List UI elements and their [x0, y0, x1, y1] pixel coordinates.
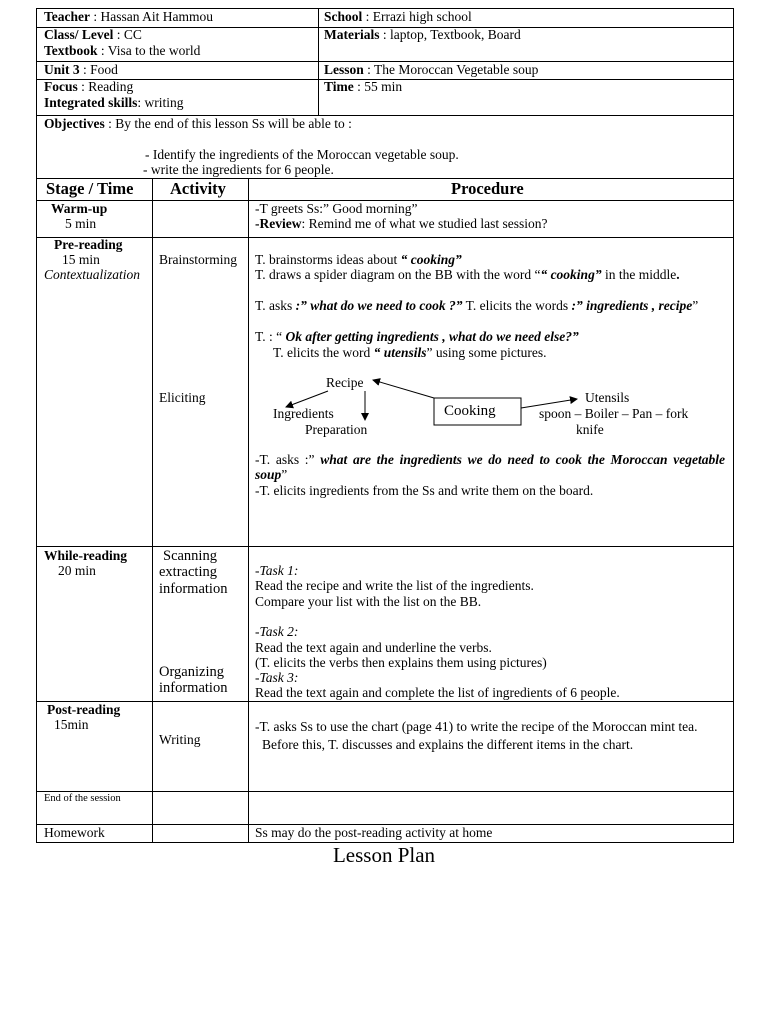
homework-text: Ss may do the post-reading activity at home [255, 825, 493, 840]
column-divider [318, 8, 319, 116]
diagram-utensils-list: spoon – Boiler – Pan – fork [539, 406, 689, 421]
diagram-utensils: Utensils [585, 390, 630, 405]
postreading-line: Before this, T. discusses and explains the different items in the chart. [262, 737, 634, 752]
prereading-line: T. brainstorms ideas about “ cooking” [255, 252, 462, 267]
objectives-intro: Objectives : By the end of this lesson Ss will be able to : [44, 116, 352, 131]
stage-whilereading: While-reading [44, 548, 128, 563]
column-header-stage: Stage / Time [46, 179, 134, 198]
activity-scanning: extracting [159, 564, 217, 580]
column-header-activity: Activity [170, 179, 226, 198]
end-of-session-label: End of the session [44, 793, 121, 804]
arrow-to-ingredients [286, 391, 328, 407]
integrated-skills-field: Integrated skills: writing [44, 95, 184, 110]
row-divider [36, 701, 734, 702]
diagram-utensils-list: knife [576, 422, 604, 437]
homework-label: Homework [44, 825, 105, 840]
stage-prereading-sub: Contextualization [44, 267, 140, 282]
activity-scanning: Scanning [163, 548, 217, 564]
stage-postreading: Post-reading [47, 702, 121, 717]
objective-item: - Identify the ingredients of the Moroccan vegetable soup. [145, 147, 459, 162]
task-label: -Task 1: [255, 563, 299, 578]
task-line: (T. elicits the verbs then explains them using pictures) [255, 655, 547, 670]
row-divider [36, 546, 734, 547]
row-divider [36, 791, 734, 792]
task-label: -Task 3: [255, 670, 299, 685]
column-divider [248, 178, 249, 843]
activity-brainstorming: Brainstorming [159, 252, 237, 267]
row-divider [36, 178, 734, 179]
row-divider [36, 237, 734, 238]
focus-field: Focus : Reading [44, 79, 134, 94]
stage-warmup-time: 5 min [65, 216, 97, 231]
task-line: Read the text again and complete the list of ingredients of 6 people. [255, 685, 620, 700]
prereading-line: T. asks :” what do we need to cook ?” T. elicits the words :” ingredients , recipe” [255, 298, 699, 313]
diagram-ingredients: Ingredients [273, 406, 334, 421]
stage-whilereading-time: 20 min [58, 563, 96, 578]
diagram-preparation: Preparation [305, 422, 368, 437]
objective-item: - write the ingredients for 6 people. [143, 162, 334, 177]
textbook-field: Textbook : Visa to the world [44, 43, 201, 58]
prereading-line: T. elicits the word “ utensils” using some pictures. [273, 345, 547, 360]
time-field: Time : 55 min [324, 79, 403, 94]
warmup-review-line: -Review: Remind me of what we studied last session? [255, 216, 548, 231]
prereading-line: T. draws a spider diagram on the BB with the word ““ cooking” in the middle. [255, 267, 680, 282]
activity-writing: Writing [159, 732, 201, 747]
prereading-line: -T. asks :” what are the ingredients we do need to cook the Moroccan vegetable soup” [255, 452, 725, 482]
stage-prereading-time: 15 min [62, 252, 100, 267]
activity-eliciting: Eliciting [159, 390, 206, 405]
stage-warmup: Warm-up [51, 201, 108, 216]
stage-postreading-time: 15min [54, 717, 89, 732]
activity-scanning: information [159, 581, 228, 597]
diagram-cooking: Cooking [444, 403, 496, 419]
task-line: Compare your list with the list on the BB. [255, 594, 482, 609]
task-label: -Task 2: [255, 624, 299, 639]
activity-organizing: Organizing [159, 664, 224, 680]
materials-field: Materials : laptop, Textbook, Board [324, 27, 521, 42]
unit-field: Unit 3 : Food [44, 62, 118, 77]
task-line: Read the recipe and write the list of the ingredients. [255, 578, 534, 593]
prereading-line: -T. elicits ingredients from the Ss and write them on the board. [255, 483, 594, 498]
school-field: School : Errazi high school [324, 9, 472, 24]
postreading-line: -T. asks Ss to use the chart (page 41) to write the recipe of the Moroccan mint tea. [255, 719, 698, 734]
lesson-field: Lesson : The Moroccan Vegetable soup [324, 62, 539, 77]
task-line: Read the text again and underline the verbs. [255, 640, 492, 655]
teacher-field: Teacher : Hassan Ait Hammou [44, 9, 214, 24]
class-level-field: Class/ Level : CC [44, 27, 142, 42]
stage-prereading: Pre-reading [54, 237, 123, 252]
diagram-recipe: Recipe [326, 375, 364, 390]
page-title: Lesson Plan [332, 843, 436, 867]
column-divider [152, 178, 153, 843]
arrow-to-recipe [373, 380, 434, 398]
column-header-procedure: Procedure [451, 179, 524, 198]
warmup-procedure-line: -T greets Ss:” Good morning” [255, 201, 418, 216]
prereading-line: T. : “ Ok after getting ingredients , what do we need else?” [255, 329, 579, 344]
activity-organizing: information [159, 680, 228, 696]
